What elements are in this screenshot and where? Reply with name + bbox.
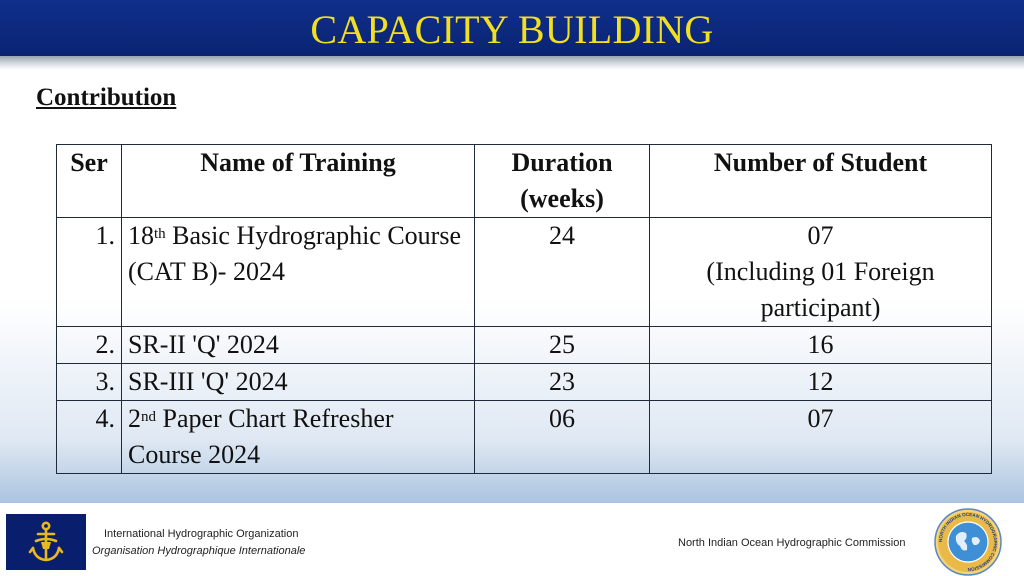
title-bar xyxy=(0,0,1024,56)
table-row xyxy=(57,218,992,327)
cell-students-count: 07 xyxy=(807,221,834,250)
cell-name-ordinal: 2 xyxy=(128,404,141,433)
cell-students-note-1: (Including 01 Foreign xyxy=(706,257,935,286)
header-name-of-training: Name of Training xyxy=(122,145,475,218)
cell-training-name: SR-II 'Q' 2024 xyxy=(122,327,475,364)
org-name-french: Organisation Hydrographique Internationale xyxy=(92,545,306,557)
section-subtitle: Contribution xyxy=(36,84,177,111)
cell-duration: 23 xyxy=(475,364,650,401)
cell-ser: 1. xyxy=(57,218,122,327)
table-row xyxy=(57,327,992,364)
cell-name-ordinal: 18 xyxy=(128,221,154,250)
cell-duration: 06 xyxy=(475,401,650,474)
cell-name-ordinal-suffix: nd xyxy=(141,409,156,425)
cell-students: 16 xyxy=(650,327,992,364)
cell-students: 07 xyxy=(650,401,992,474)
commission-name: North Indian Ocean Hydrographic Commission xyxy=(678,537,906,549)
table-row xyxy=(57,401,992,474)
cell-training-name xyxy=(122,218,475,327)
cell-students xyxy=(650,218,992,327)
header-duration xyxy=(475,145,650,218)
cell-ser: 2. xyxy=(57,327,122,364)
cell-name-text: Paper Chart Refresher Course 2024 xyxy=(128,404,394,469)
cell-duration: 25 xyxy=(475,327,650,364)
header-ser: Ser xyxy=(57,145,122,218)
cell-ser: 4. xyxy=(57,401,122,474)
cell-students: 12 xyxy=(650,364,992,401)
header-duration-line2: (weeks) xyxy=(520,184,604,213)
anchor-icon xyxy=(6,514,86,570)
cell-students-note-2: participant) xyxy=(760,293,881,322)
header-number-of-student: Number of Student xyxy=(650,145,992,218)
training-table xyxy=(56,144,992,474)
cell-duration: 24 xyxy=(475,218,650,327)
header-duration-line1: Duration xyxy=(511,148,613,177)
cell-training-name: SR-III 'Q' 2024 xyxy=(122,364,475,401)
seal-text: NORTH INDIAN OCEAN HYDROGRAPHIC COMMISSION xyxy=(937,511,999,573)
page-title: CAPACITY BUILDING xyxy=(310,6,714,52)
table-header-row xyxy=(57,145,992,218)
table-row xyxy=(57,364,992,401)
cell-name-ordinal-suffix: th xyxy=(154,226,166,242)
iho-logo xyxy=(6,514,86,570)
org-name-english: International Hydrographic Organization xyxy=(104,528,299,540)
commission-seal-logo xyxy=(934,508,1002,576)
cell-name-text: Basic Hydrographic Course (CAT B)- 2024 xyxy=(128,221,461,286)
cell-ser: 3. xyxy=(57,364,122,401)
title-bar-shadow xyxy=(0,56,1024,70)
cell-training-name xyxy=(122,401,475,474)
